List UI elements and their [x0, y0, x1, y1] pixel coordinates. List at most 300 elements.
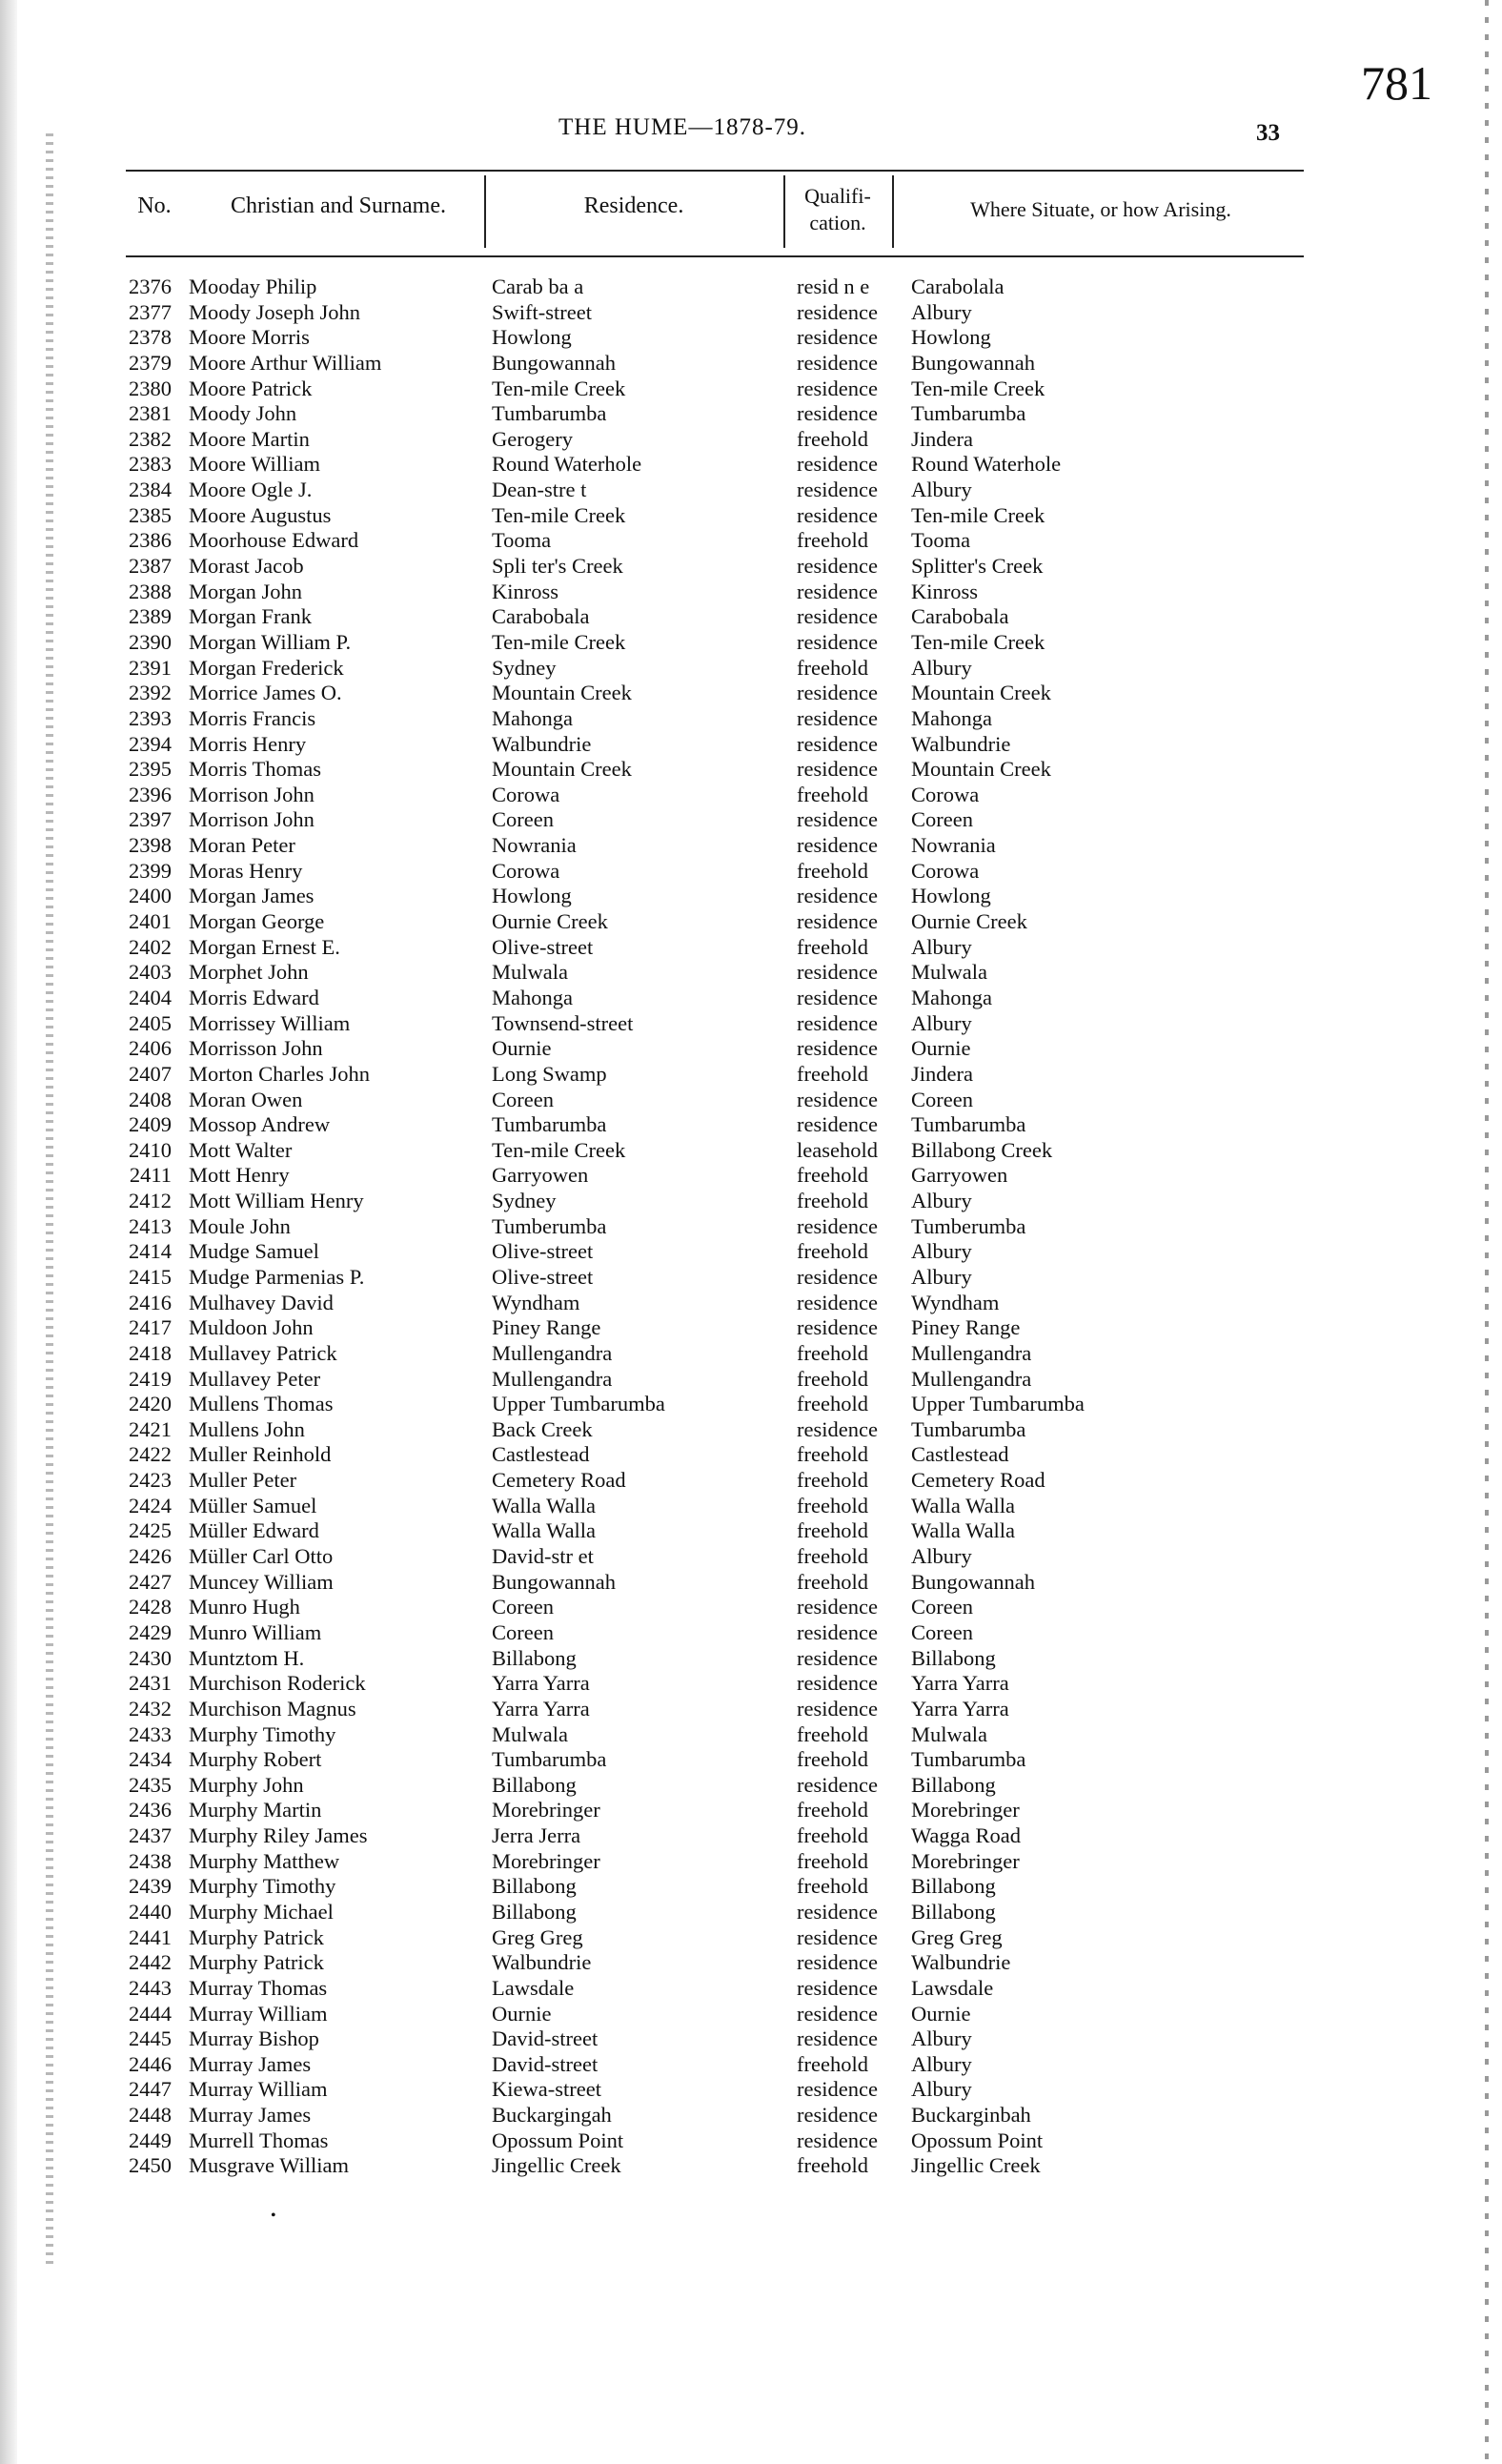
cell-qual: freehold [797, 1239, 868, 1264]
cell-qual: freehold [797, 1442, 868, 1467]
cell-qual: residence [797, 833, 878, 858]
cell-res: Mountain Creek [492, 681, 632, 705]
cell-no: 2434 [129, 1747, 172, 1772]
table-row [0, 604, 1502, 630]
table-row [0, 1214, 1502, 1240]
cell-where: Carabobala [911, 604, 1009, 629]
table-row [0, 1315, 1502, 1341]
table-row [0, 656, 1502, 682]
cell-res: Ten-mile Creek [492, 629, 626, 654]
table-row [0, 1950, 1502, 1976]
cell-qual: residence [797, 1696, 878, 1721]
cell-res: Lawsdale [492, 1975, 575, 2000]
table-row [0, 2128, 1502, 2154]
cell-no: 2426 [129, 1544, 172, 1569]
table-row [0, 1874, 1502, 1900]
table-row [0, 732, 1502, 758]
cell-name: Mudge Parmenias P. [189, 1264, 365, 1289]
cell-res: Carabobala [492, 604, 590, 629]
cell-name: Morrice James O. [189, 681, 342, 705]
cell-where: Morebringer [911, 1848, 1020, 1873]
cell-res: Walbundrie [492, 731, 592, 756]
cell-name: Mott Henry [189, 1163, 290, 1188]
cell-no: 2425 [129, 1518, 172, 1543]
cell-name: Murphy Patrick [189, 1950, 324, 1975]
cell-name: Morris Edward [189, 985, 319, 1009]
table-row [0, 325, 1502, 351]
cell-res: Corowa [492, 858, 560, 883]
cell-no: 2436 [129, 1798, 172, 1823]
cell-where: Ournie Creek [911, 909, 1027, 934]
cell-qual: freehold [797, 782, 868, 806]
cell-res: Sydney [492, 655, 557, 680]
cell-where: Splitter's Creek [911, 554, 1044, 579]
cell-qual: residence [797, 807, 878, 832]
cell-where: Mulwala [911, 1721, 987, 1746]
cell-name: Müller Carl Otto [189, 1544, 334, 1569]
table-row [0, 1976, 1502, 2002]
table-row [0, 1392, 1502, 1417]
cell-where: Albury [911, 2051, 972, 2076]
cell-where: Corowa [911, 858, 980, 883]
cell-where: Yarra Yarra [911, 1696, 1009, 1721]
cell-no: 2390 [129, 629, 172, 654]
cell-res: Coreen [492, 1087, 554, 1111]
cell-where: Cemetery Road [911, 1468, 1045, 1493]
cell-no: 2446 [129, 2051, 172, 2076]
cell-qual: freehold [797, 528, 868, 553]
cell-qual: residence [797, 1036, 878, 1061]
cell-qual: residence [797, 2001, 878, 2026]
cell-no: 2411 [129, 1163, 172, 1188]
cell-where: Jindera [911, 426, 973, 451]
cell-name: Muntztom H. [189, 1645, 305, 1670]
cell-qual: residence [797, 1290, 878, 1314]
cell-where: Albury [911, 2026, 972, 2051]
cell-qual: residence [797, 1213, 878, 1238]
cell-no: 2449 [129, 2128, 172, 2152]
cell-qual: residence [797, 554, 878, 579]
cell-where: Walbundrie [911, 731, 1011, 756]
cell-res: Ournie [492, 2001, 552, 2026]
cell-name: Murray James [189, 2103, 312, 2128]
cell-where: Buckarginbah [911, 2103, 1031, 2128]
cell-name: Moore Arthur William [189, 350, 382, 375]
table-row [0, 1138, 1502, 1164]
cell-qual: residence [797, 909, 878, 934]
cell-res: Olive-street [492, 1239, 594, 1264]
cell-no: 2444 [129, 2001, 172, 2026]
cell-where: Howlong [911, 884, 991, 908]
cell-qual: leasehold [797, 1137, 878, 1162]
cell-no: 2428 [129, 1595, 172, 1619]
cell-no: 2380 [129, 376, 172, 400]
cell-where: Billabong [911, 1900, 996, 1924]
cell-res: Gerogery [492, 426, 573, 451]
header-bottom-rule [126, 255, 1304, 257]
cell-res: Back Creek [492, 1416, 593, 1441]
table-row [0, 1849, 1502, 1875]
table-row [0, 1900, 1502, 1925]
cell-qual: freehold [797, 2153, 868, 2178]
cell-res: Wyndham [492, 1290, 580, 1314]
cell-qual: residence [797, 1264, 878, 1289]
cell-res: Bungowannah [492, 350, 616, 375]
cell-qual: freehold [797, 655, 868, 680]
cell-no: 2379 [129, 350, 172, 375]
cell-res: Ten-mile Creek [492, 376, 626, 400]
table-row [0, 2103, 1502, 2128]
cell-no: 2392 [129, 681, 172, 705]
cell-res: Ournie [492, 1036, 552, 1061]
table-row [0, 1291, 1502, 1316]
table-row [0, 1442, 1502, 1468]
cell-where: Yarra Yarra [911, 1671, 1009, 1696]
cell-res: Tooma [492, 528, 552, 553]
cell-qual: residence [797, 350, 878, 375]
cell-no: 2388 [129, 579, 172, 603]
cell-where: Billabong [911, 1874, 996, 1899]
table-row [0, 1036, 1502, 1062]
cell-res: Walbundrie [492, 1950, 592, 1975]
table-row [0, 935, 1502, 961]
cell-where: Morebringer [911, 1798, 1020, 1823]
cell-res: Kiewa-street [492, 2077, 601, 2102]
cell-where: Walla Walla [911, 1518, 1016, 1543]
cell-where: Coreen [911, 1087, 973, 1111]
cell-res: David-str et [492, 1544, 594, 1569]
cell-no: 2413 [129, 1213, 172, 1238]
cell-where: Tumbarumba [911, 1416, 1026, 1441]
cell-where: Opossum Point [911, 2128, 1044, 2152]
cell-name: Murphy Martin [189, 1798, 322, 1823]
header-top-rule [126, 170, 1304, 172]
cell-name: Mullavey Patrick [189, 1340, 337, 1365]
cell-name: Murphy Patrick [189, 1924, 324, 1949]
cell-res: Mulwala [492, 960, 568, 985]
cell-where: Wagga Road [911, 1823, 1022, 1848]
cell-name: Moore Martin [189, 426, 310, 451]
table-row [0, 2153, 1502, 2179]
cell-qual: freehold [797, 1061, 868, 1086]
cell-no: 2432 [129, 1696, 172, 1721]
cell-name: Murphy Matthew [189, 1848, 340, 1873]
cell-qual: residence [797, 1112, 878, 1137]
cell-no: 2447 [129, 2077, 172, 2102]
cell-no: 2442 [129, 1950, 172, 1975]
cell-res: Billabong [492, 1645, 577, 1670]
cell-name: Müller Edward [189, 1518, 319, 1543]
folio-number: 781 [1361, 56, 1432, 110]
cell-no: 2381 [129, 401, 172, 426]
cell-qual: freehold [797, 1569, 868, 1594]
cell-name: Muller Reinhold [189, 1442, 332, 1467]
cell-name: Morrisson John [189, 1036, 323, 1061]
cell-where: Albury [911, 1010, 972, 1035]
cell-where: Mahonga [911, 705, 992, 730]
cell-qual: freehold [797, 1163, 868, 1188]
cell-res: David-street [492, 2026, 599, 2051]
cell-no: 2416 [129, 1290, 172, 1314]
cell-name: Moore Morris [189, 325, 310, 350]
cell-res: Yarra Yarra [492, 1671, 590, 1696]
cell-where: Billabong [911, 1772, 996, 1797]
cell-res: Carab ba a [492, 275, 584, 298]
cell-res: Jingellic Creek [492, 2153, 621, 2178]
cell-no: 2410 [129, 1137, 172, 1162]
cell-no: 2404 [129, 985, 172, 1009]
cell-qual: residence [797, 1900, 878, 1924]
cell-no: 2383 [129, 452, 172, 477]
cell-no: 2445 [129, 2026, 172, 2051]
cell-name: Mossop Andrew [189, 1112, 331, 1137]
cell-no: 2398 [129, 833, 172, 858]
cell-qual: residence [797, 884, 878, 908]
end-mark: • [271, 2208, 276, 2224]
cell-qual: residence [797, 985, 878, 1009]
column-divider [892, 175, 894, 248]
cell-name: Morgan John [189, 579, 302, 603]
table-row [0, 1544, 1502, 1570]
cell-no: 2430 [129, 1645, 172, 1670]
cell-res: Spli ter's Creek [492, 554, 623, 579]
cell-res: Round Waterhole [492, 452, 642, 477]
table-row [0, 1239, 1502, 1265]
cell-no: 2429 [129, 1619, 172, 1644]
cell-qual: residence [797, 960, 878, 985]
table-row [0, 1163, 1502, 1189]
table-row [0, 1518, 1502, 1544]
cell-res: Bungowannah [492, 1569, 616, 1594]
cell-res: Nowrania [492, 833, 577, 858]
cell-name: Mullens John [189, 1416, 305, 1441]
cell-name: Moody John [189, 401, 297, 426]
cell-name: Murchison Magnus [189, 1696, 356, 1721]
cell-name: Morrissey William [189, 1010, 351, 1035]
cell-res: Olive-street [492, 934, 594, 959]
cell-where: Tumbarumba [911, 401, 1026, 426]
table-row [0, 1646, 1502, 1672]
cell-res: Tumbarumba [492, 401, 607, 426]
cell-no: 2423 [129, 1468, 172, 1493]
cell-res: Sydney [492, 1189, 557, 1213]
cell-res: Ournie Creek [492, 909, 608, 934]
cell-qual: residence [797, 1772, 878, 1797]
cell-no: 2394 [129, 731, 172, 756]
cell-no: 2378 [129, 325, 172, 350]
cell-qual: freehold [797, 1468, 868, 1493]
cell-name: Mott Walter [189, 1137, 293, 1162]
cell-where: Jingellic Creek [911, 2153, 1041, 2178]
cell-res: Billabong [492, 1772, 577, 1797]
cell-where: Garryowen [911, 1163, 1008, 1188]
cell-qual: residence [797, 1950, 878, 1975]
cell-qual: residence [797, 1315, 878, 1340]
cell-qual: freehold [797, 1189, 868, 1213]
cell-no: 2402 [129, 934, 172, 959]
cell-no: 2382 [129, 426, 172, 451]
table-row [0, 1112, 1502, 1138]
cell-where: Ournie [911, 1036, 971, 1061]
cell-where: Mulwala [911, 960, 987, 985]
cell-res: Mahonga [492, 705, 573, 730]
cell-name: Mullavey Peter [189, 1366, 321, 1391]
cell-res: Upper Tumbarumba [492, 1392, 665, 1416]
cell-res: Mullengandra [492, 1366, 613, 1391]
cell-res: Coreen [492, 1619, 554, 1644]
cell-qual: freehold [797, 1518, 868, 1543]
cell-where: Tumberumba [911, 1213, 1026, 1238]
cell-name: Morris Thomas [189, 757, 321, 782]
cell-res: Jerra Jerra [492, 1823, 581, 1848]
table-row [0, 427, 1502, 453]
table-row [0, 681, 1502, 706]
cell-name: Moran Owen [189, 1087, 303, 1111]
table-row [0, 1570, 1502, 1596]
cell-where: Albury [911, 1239, 972, 1264]
cell-no: 2421 [129, 1416, 172, 1441]
cell-no: 2412 [129, 1189, 172, 1213]
table-row [0, 2052, 1502, 2078]
cell-where: Wyndham [911, 1290, 1000, 1314]
cell-where: Carabolala [911, 275, 1005, 298]
cell-name: Mulhavey David [189, 1290, 334, 1314]
cell-qual: residence [797, 2077, 878, 2102]
cell-name: Moody Joseph John [189, 299, 361, 324]
cell-res: Morebringer [492, 1798, 600, 1823]
cell-where: Howlong [911, 325, 991, 350]
cell-no: 2439 [129, 1874, 172, 1899]
table-row [0, 2077, 1502, 2103]
cell-no: 2431 [129, 1671, 172, 1696]
cell-qual: residence [797, 731, 878, 756]
cell-qual: freehold [797, 1874, 868, 1899]
cell-where: Coreen [911, 1595, 973, 1619]
cell-name: Muller Peter [189, 1468, 297, 1493]
cell-res: Townsend-street [492, 1010, 634, 1035]
cell-qual: freehold [797, 426, 868, 451]
table-row [0, 1341, 1502, 1367]
table-row [0, 1595, 1502, 1620]
cell-name: Moore William [189, 452, 321, 477]
cell-where: Albury [911, 1189, 972, 1213]
cell-qual: residence [797, 2026, 878, 2051]
cell-res: Castlestead [492, 1442, 590, 1467]
cell-where: Mountain Creek [911, 757, 1051, 782]
table-row [0, 1773, 1502, 1799]
header-where: Where Situate, or how Arising. [970, 197, 1231, 221]
cell-where: Bungowannah [911, 1569, 1035, 1594]
cell-name: Moore Patrick [189, 376, 313, 400]
cell-qual: residence [797, 757, 878, 782]
cell-name: Mullens Thomas [189, 1392, 334, 1416]
cell-qual: residence [797, 452, 878, 477]
cell-no: 2396 [129, 782, 172, 806]
cell-qual: freehold [797, 1721, 868, 1746]
cell-name: Murphy Riley James [189, 1823, 368, 1848]
cell-no: 2389 [129, 604, 172, 629]
table-row [0, 1697, 1502, 1722]
cell-res: Long Swamp [492, 1061, 607, 1086]
cell-name: Morgan Ernest E. [189, 934, 340, 959]
cell-where: Ten-mile Creek [911, 629, 1045, 654]
cell-no: 2387 [129, 554, 172, 579]
cell-name: Müller Samuel [189, 1493, 317, 1517]
table-row [0, 1620, 1502, 1646]
cell-no: 2405 [129, 1010, 172, 1035]
cell-qual: residence [797, 579, 878, 603]
cell-res: Opossum Point [492, 2128, 624, 2152]
cell-where: Mountain Creek [911, 681, 1051, 705]
cell-no: 2438 [129, 1848, 172, 1873]
header-no: No. [137, 193, 172, 218]
cell-name: Munro Hugh [189, 1595, 300, 1619]
cell-qual: freehold [797, 2051, 868, 2076]
cell-name: Mott William Henry [189, 1189, 364, 1213]
cell-qual: residence [797, 629, 878, 654]
cell-where: Piney Range [911, 1315, 1021, 1340]
cell-qual: residence [797, 2103, 878, 2128]
cell-name: Morris Henry [189, 731, 307, 756]
cell-no: 2424 [129, 1493, 172, 1517]
cell-res: Swift-street [492, 299, 592, 324]
table-row [0, 452, 1502, 478]
cell-where: Tumbarumba [911, 1747, 1026, 1772]
cell-no: 2386 [129, 528, 172, 553]
table-row [0, 757, 1502, 783]
cell-name: Morrison John [189, 782, 315, 806]
table-row [0, 1088, 1502, 1113]
cell-no: 2409 [129, 1112, 172, 1137]
cell-where: Albury [911, 1544, 972, 1569]
cell-qual: residence [797, 502, 878, 527]
cell-res: Billabong [492, 1900, 577, 1924]
table-row [0, 275, 1502, 300]
cell-name: Murphy Michael [189, 1900, 334, 1924]
cell-qual: residence [797, 1087, 878, 1111]
cell-res: Howlong [492, 325, 572, 350]
cell-where: Upper Tumbarumba [911, 1392, 1085, 1416]
cell-where: Albury [911, 1264, 972, 1289]
cell-where: Round Waterhole [911, 452, 1062, 477]
cell-where: Ten-mile Creek [911, 502, 1045, 527]
cell-qual: residence [797, 299, 878, 324]
cell-where: Ten-mile Creek [911, 376, 1045, 400]
cell-where: Mahonga [911, 985, 992, 1009]
cell-name: Morrison John [189, 807, 315, 832]
table-row [0, 2002, 1502, 2027]
cell-res: Corowa [492, 782, 560, 806]
table-row [0, 1671, 1502, 1697]
cell-qual: freehold [797, 1798, 868, 1823]
table-row [0, 706, 1502, 732]
cell-no: 2418 [129, 1340, 172, 1365]
cell-res: Dean-stre t [492, 478, 587, 502]
cell-res: Coreen [492, 1595, 554, 1619]
cell-no: 2407 [129, 1061, 172, 1086]
cell-res: Olive-street [492, 1264, 594, 1289]
cell-qual: freehold [797, 934, 868, 959]
cell-name: Murphy Timothy [189, 1721, 336, 1746]
cell-no: 2450 [129, 2153, 172, 2178]
cell-res: Mulwala [492, 1721, 568, 1746]
cell-where: Coreen [911, 807, 973, 832]
cell-qual: freehold [797, 1848, 868, 1873]
cell-no: 2401 [129, 909, 172, 934]
table-row [0, 960, 1502, 986]
cell-res: Yarra Yarra [492, 1696, 590, 1721]
table-row [0, 528, 1502, 554]
